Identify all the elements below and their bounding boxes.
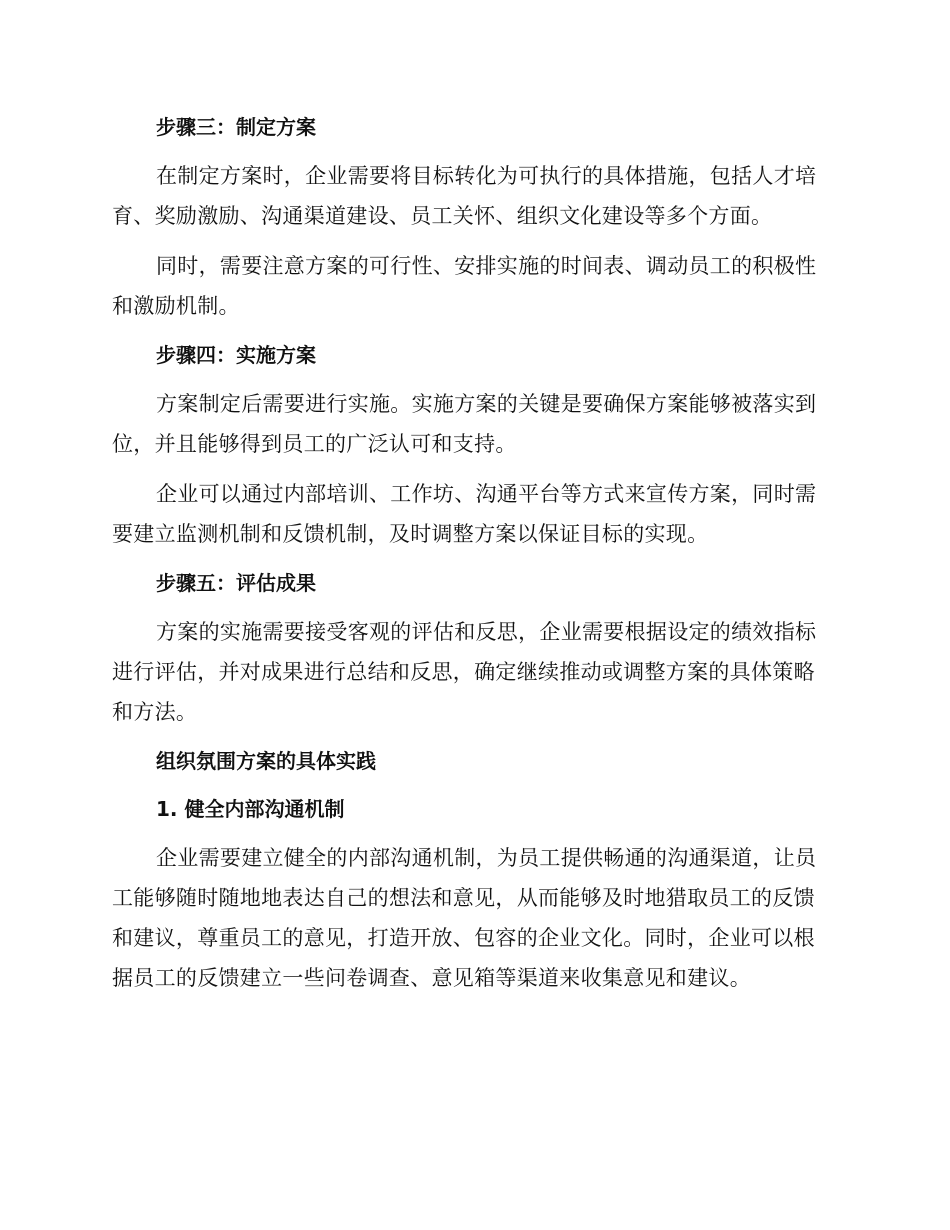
step3-paragraph-2: 同时，需要注意方案的可行性、安排实施的时间表、调动员工的积极性和激励机制。 (112, 254, 817, 318)
step4-heading: 步骤四：实施方案 (156, 343, 316, 367)
step4-paragraph-1: 方案制定后需要进行实施。实施方案的关键是要确保方案能够被落实到位，并且能够得到员工的广泛认可和支持。 (112, 392, 817, 456)
document-body (112, 108, 832, 1008)
step5-paragraph-1: 方案的实施需要接受客观的评估和反思，企业需要根据设定的绩效指标进行评估，并对成果进行总结和反思，确定继续推动或调整方案的具体策略和方法。 (112, 620, 817, 724)
step3-heading: 步骤三：制定方案 (156, 115, 316, 139)
practice-item1-paragraph: 企业需要建立健全的内部沟通机制，为员工提供畅通的沟通渠道，让员工能够随时随地地表达自己的想法和意见，从而能够及时地猎取员工的反馈和建议，尊重员工的意见，打造开放、包容的企业文化。同时，企业可以根据员工的反馈建立一些问卷调查、意见箱等渠道来收集意见和建议。 (112, 846, 817, 990)
step4-paragraph-2: 企业可以通过内部培训、工作坊、沟通平台等方式来宣传方案，同时需要建立监测机制和反馈机制，及时调整方案以保证目标的实现。 (112, 482, 817, 546)
step5-heading: 步骤五：评估成果 (156, 571, 316, 595)
practice-section-heading: 组织氛围方案的具体实践 (156, 749, 376, 773)
practice-item1-heading: 1. 健全内部沟通机制 (156, 797, 345, 821)
step3-paragraph-1: 在制定方案时，企业需要将目标转化为可执行的具体措施，包括人才培育、奖励激励、沟通渠道建设、员工关怀、组织文化建设等多个方面。 (112, 164, 817, 228)
